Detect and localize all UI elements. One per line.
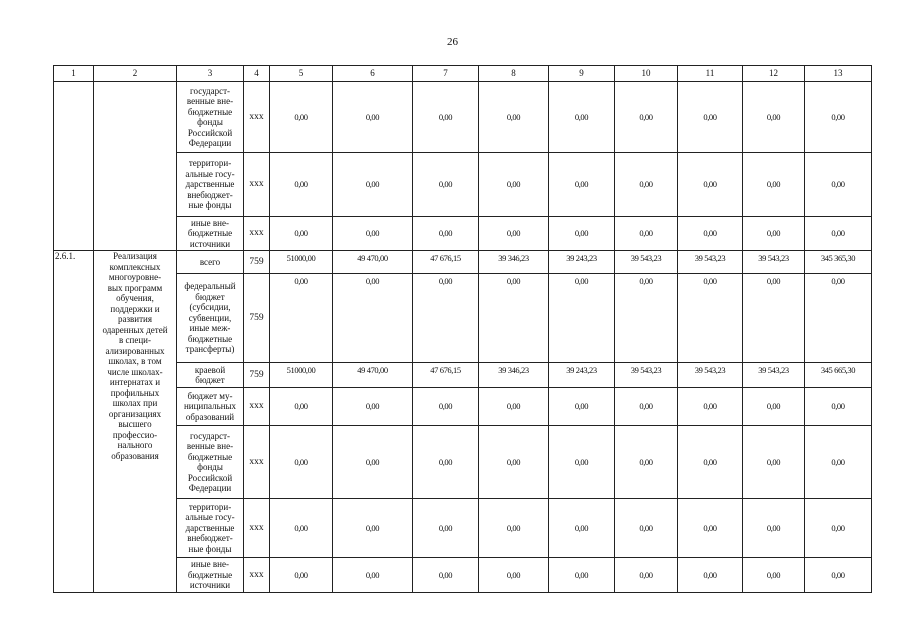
column-header: 11 bbox=[678, 66, 743, 82]
column-header: 8 bbox=[479, 66, 549, 82]
amount-cell: 0,00 bbox=[270, 388, 333, 426]
funding-source-cell: всего bbox=[177, 251, 244, 274]
grbs-code-cell: xxx bbox=[244, 558, 270, 593]
amount-cell: 0,00 bbox=[270, 274, 333, 363]
amount-cell: 0,00 bbox=[333, 153, 413, 217]
amount-cell: 0,00 bbox=[413, 558, 479, 593]
funding-source-cell: территори- альные госу- дарственные внебюджет- ные фонды bbox=[177, 153, 244, 217]
funding-source-cell: территори- альные госу- дарственные внебюджет- ные фонды bbox=[177, 499, 244, 558]
amount-cell: 0,00 bbox=[615, 217, 678, 251]
amount-cell: 0,00 bbox=[333, 274, 413, 363]
funding-source-cell: федеральный бюджет (субсидии, субвенции, иные меж- бюджетные трансферты) bbox=[177, 274, 244, 363]
funding-source-cell: государст- венные вне- бюджетные фонды Российской Федерации bbox=[177, 426, 244, 499]
table-row bbox=[54, 274, 872, 363]
column-header: 3 bbox=[177, 66, 244, 82]
amount-cell: 0,00 bbox=[413, 82, 479, 153]
header-row bbox=[54, 66, 872, 82]
amount-cell: 0,00 bbox=[413, 499, 479, 558]
amount-cell: 0,00 bbox=[270, 153, 333, 217]
amount-cell: 0,00 bbox=[615, 82, 678, 153]
amount-cell: 0,00 bbox=[479, 82, 549, 153]
amount-cell: 39 346,23 bbox=[479, 251, 549, 274]
grbs-code-cell: xxx bbox=[244, 153, 270, 217]
amount-cell: 0,00 bbox=[479, 499, 549, 558]
amount-cell: 0,00 bbox=[270, 558, 333, 593]
amount-cell: 0,00 bbox=[805, 558, 872, 593]
amount-cell: 0,00 bbox=[549, 153, 615, 217]
amount-cell: 39 543,23 bbox=[615, 363, 678, 388]
page-number: 26 bbox=[447, 36, 458, 48]
amount-cell: 0,00 bbox=[413, 153, 479, 217]
column-header: 6 bbox=[333, 66, 413, 82]
amount-cell: 0,00 bbox=[270, 82, 333, 153]
amount-cell: 47 676,15 bbox=[413, 363, 479, 388]
column-header: 1 bbox=[54, 66, 94, 82]
amount-cell: 0,00 bbox=[743, 82, 805, 153]
amount-cell: 39 543,23 bbox=[743, 363, 805, 388]
amount-cell: 0,00 bbox=[413, 426, 479, 499]
amount-cell: 0,00 bbox=[743, 388, 805, 426]
amount-cell: 39 243,23 bbox=[549, 251, 615, 274]
table-row bbox=[54, 82, 872, 153]
amount-cell: 0,00 bbox=[333, 558, 413, 593]
amount-cell: 39 543,23 bbox=[615, 251, 678, 274]
amount-cell: 0,00 bbox=[549, 388, 615, 426]
amount-cell: 0,00 bbox=[270, 426, 333, 499]
funding-source-cell: иные вне- бюджетные источники bbox=[177, 217, 244, 251]
column-header: 2 bbox=[94, 66, 177, 82]
column-header: 7 bbox=[413, 66, 479, 82]
funding-source-cell: бюджет му- ниципальных образований bbox=[177, 388, 244, 426]
amount-cell: 0,00 bbox=[333, 426, 413, 499]
amount-cell: 51000,00 bbox=[270, 251, 333, 274]
amount-cell: 0,00 bbox=[615, 274, 678, 363]
funding-source-cell: государст- венные вне- бюджетные фонды Российской Федерации bbox=[177, 82, 244, 153]
column-header: 4 bbox=[244, 66, 270, 82]
amount-cell: 0,00 bbox=[678, 82, 743, 153]
amount-cell: 47 676,15 bbox=[413, 251, 479, 274]
amount-cell: 0,00 bbox=[270, 217, 333, 251]
table-row bbox=[54, 426, 872, 499]
amount-cell: 0,00 bbox=[479, 558, 549, 593]
amount-cell: 0,00 bbox=[333, 217, 413, 251]
grbs-code-cell: 759 bbox=[244, 274, 270, 363]
amount-cell: 39 543,23 bbox=[678, 363, 743, 388]
amount-cell: 0,00 bbox=[413, 388, 479, 426]
amount-cell: 0,00 bbox=[743, 274, 805, 363]
amount-cell: 0,00 bbox=[743, 499, 805, 558]
amount-cell: 0,00 bbox=[678, 426, 743, 499]
amount-cell: 51000,00 bbox=[270, 363, 333, 388]
amount-cell: 39 543,23 bbox=[678, 251, 743, 274]
column-header: 9 bbox=[549, 66, 615, 82]
amount-cell: 0,00 bbox=[678, 388, 743, 426]
amount-cell: 0,00 bbox=[549, 426, 615, 499]
amount-cell: 0,00 bbox=[333, 388, 413, 426]
grbs-code-cell: xxx bbox=[244, 217, 270, 251]
amount-cell: 0,00 bbox=[805, 217, 872, 251]
amount-cell: 49 470,00 bbox=[333, 251, 413, 274]
amount-cell: 0,00 bbox=[479, 426, 549, 499]
amount-cell: 49 470,00 bbox=[333, 363, 413, 388]
amount-cell: 0,00 bbox=[805, 274, 872, 363]
amount-cell: 0,00 bbox=[479, 388, 549, 426]
amount-cell: 0,00 bbox=[549, 82, 615, 153]
amount-cell: 345 365,30 bbox=[805, 251, 872, 274]
amount-cell: 0,00 bbox=[615, 558, 678, 593]
amount-cell: 0,00 bbox=[413, 274, 479, 363]
amount-cell: 0,00 bbox=[805, 499, 872, 558]
column-header: 13 bbox=[805, 66, 872, 82]
table-row bbox=[54, 499, 872, 558]
amount-cell: 0,00 bbox=[333, 499, 413, 558]
amount-cell: 39 243,23 bbox=[549, 363, 615, 388]
amount-cell: 0,00 bbox=[805, 82, 872, 153]
amount-cell: 0,00 bbox=[333, 82, 413, 153]
amount-cell: 0,00 bbox=[479, 217, 549, 251]
amount-cell: 0,00 bbox=[615, 153, 678, 217]
amount-cell: 0,00 bbox=[743, 426, 805, 499]
table-row bbox=[54, 558, 872, 593]
amount-cell: 0,00 bbox=[805, 388, 872, 426]
amount-cell: 0,00 bbox=[549, 499, 615, 558]
table-row bbox=[54, 251, 872, 274]
amount-cell: 0,00 bbox=[805, 153, 872, 217]
amount-cell: 0,00 bbox=[549, 558, 615, 593]
empty-name-cell bbox=[94, 82, 177, 251]
amount-cell: 0,00 bbox=[743, 558, 805, 593]
funding-source-cell: краевой бюджет bbox=[177, 363, 244, 388]
amount-cell: 0,00 bbox=[678, 499, 743, 558]
amount-cell: 0,00 bbox=[678, 217, 743, 251]
grbs-code-cell: 759 bbox=[244, 251, 270, 274]
amount-cell: 0,00 bbox=[615, 426, 678, 499]
amount-cell: 0,00 bbox=[479, 274, 549, 363]
grbs-code-cell: xxx bbox=[244, 499, 270, 558]
amount-cell: 39 543,23 bbox=[743, 251, 805, 274]
funding-source-cell: иные вне- бюджетные источники bbox=[177, 558, 244, 593]
amount-cell: 0,00 bbox=[413, 217, 479, 251]
empty-code-cell bbox=[54, 82, 94, 251]
amount-cell: 0,00 bbox=[743, 153, 805, 217]
amount-cell: 39 346,23 bbox=[479, 363, 549, 388]
amount-cell: 0,00 bbox=[270, 499, 333, 558]
column-header: 12 bbox=[743, 66, 805, 82]
amount-cell: 0,00 bbox=[805, 426, 872, 499]
grbs-code-cell: xxx bbox=[244, 426, 270, 499]
amount-cell: 0,00 bbox=[549, 274, 615, 363]
budget-table bbox=[53, 65, 872, 593]
amount-cell: 0,00 bbox=[678, 274, 743, 363]
amount-cell: 0,00 bbox=[479, 153, 549, 217]
amount-cell: 0,00 bbox=[615, 499, 678, 558]
amount-cell: 0,00 bbox=[678, 153, 743, 217]
amount-cell: 0,00 bbox=[743, 217, 805, 251]
grbs-code-cell: xxx bbox=[244, 82, 270, 153]
table-row bbox=[54, 363, 872, 388]
table-row bbox=[54, 388, 872, 426]
amount-cell: 345 665,30 bbox=[805, 363, 872, 388]
column-header: 10 bbox=[615, 66, 678, 82]
grbs-code-cell: xxx bbox=[244, 388, 270, 426]
item-name-cell: Реализация комплексных многоуровне- вых программ обучения, поддержки и развития одаренных детей в специ- ализированных школах, в том числе школах- интернатах и профильных школах при организациях высшего профессио- нального образования bbox=[94, 251, 177, 593]
amount-cell: 0,00 bbox=[615, 388, 678, 426]
column-header: 5 bbox=[270, 66, 333, 82]
item-code-cell: 2.6.1. bbox=[54, 251, 94, 593]
grbs-code-cell: 759 bbox=[244, 363, 270, 388]
table-row bbox=[54, 153, 872, 217]
amount-cell: 0,00 bbox=[678, 558, 743, 593]
table-row bbox=[54, 217, 872, 251]
amount-cell: 0,00 bbox=[549, 217, 615, 251]
